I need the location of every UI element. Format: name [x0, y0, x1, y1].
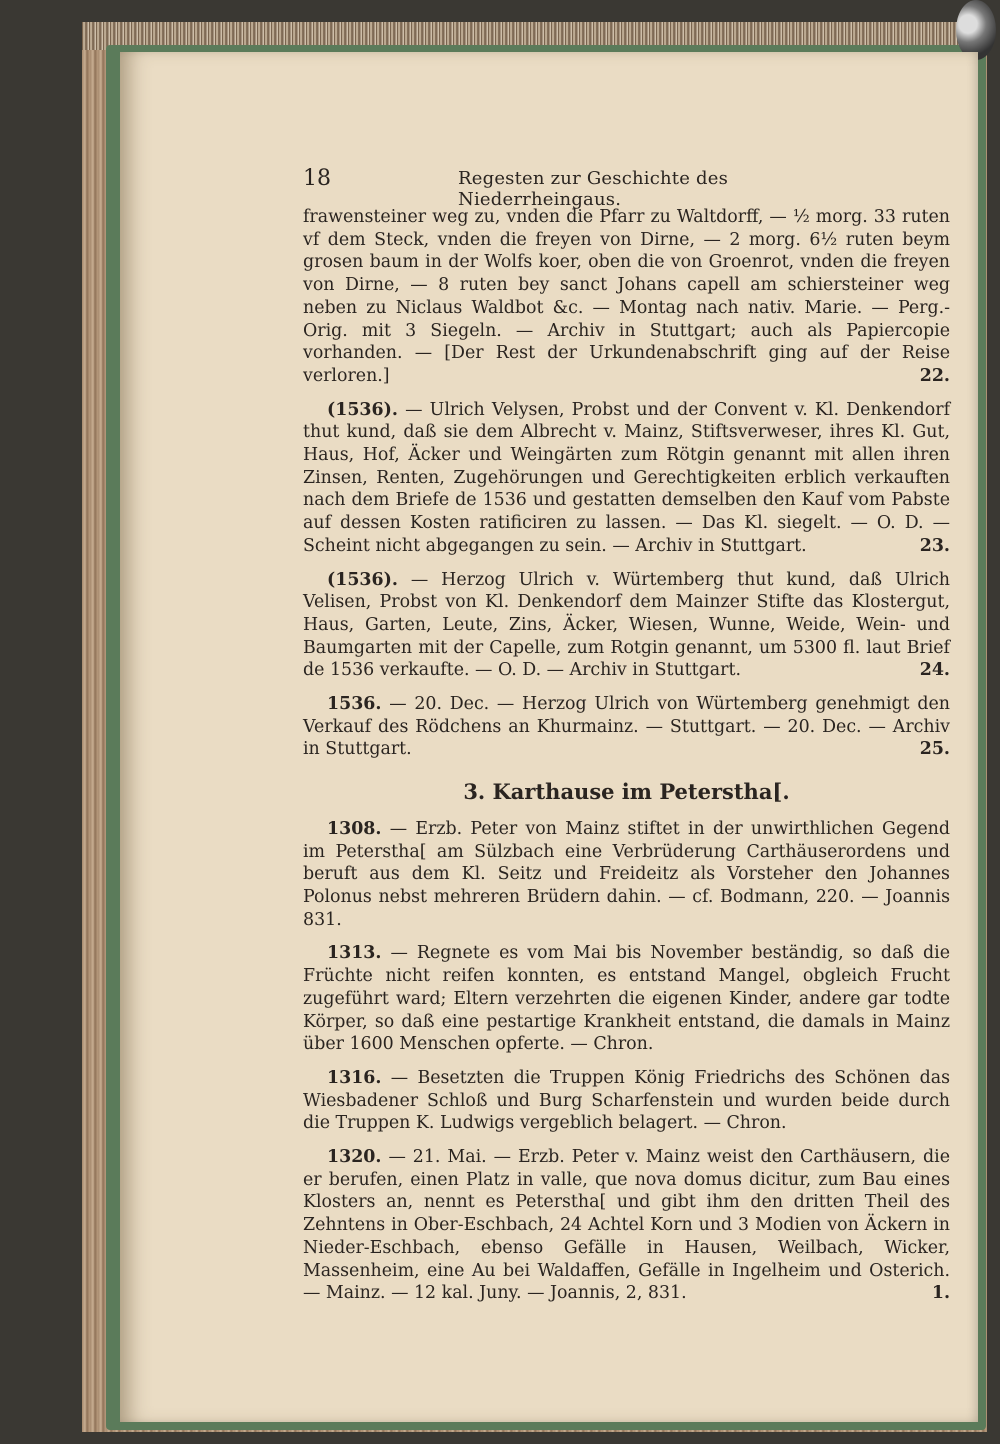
entry-text: — Regnete es vom Mai bis November beständig, so daß die Früchte nicht reifen konnten, es entstand Mangel, obgleich Frucht zugeführt ward; Eltern verzehrten die eigenen Kinder, andere gar todte Körper, so daß eine pestartige Krankheit entstand, die damals in Mainz über 1600 Menschen opferte. — Chron.	[303, 943, 951, 1055]
entry-text: — Erzb. Peter von Mainz stiftet in der unwirthlichen Gegend im Peterstha[ am Sülzbach eine Verbrüderung Carthäuserordens und beruft aus dem Kl. Seitz und Freideitz als Vorsteher den Johannes Polonus nebst mehreren Brüdern dahin. — cf. Bodmann, 220. — Joannis 831.	[303, 818, 951, 930]
entry-number: 25.	[919, 739, 950, 760]
entry-date: 1308.	[327, 818, 382, 839]
entry-number: 23.	[919, 535, 950, 556]
clasp-icon	[956, 0, 996, 60]
entry-date: (1536).	[327, 399, 398, 420]
entry-1313	[303, 942, 950, 1056]
entry-text: — Besetzten die Truppen König Friedrichs des Schönen das Wiesbadener Schloß und Burg Scharfenstein und wurden beide durch die Truppen K. Ludwigs vergeblich belagert. — Chron.	[303, 1067, 950, 1134]
running-title: Regesten zur Geschichte des Niederrheingaus.	[458, 168, 729, 210]
entry-text: frawensteiner weg zu, vnden die Pfarr zu Waltdorff, — ½ morg. 33 ruten vf dem Steck, vnden die freyen von Dirne, — 2 morg. 6½ ruten beym grosen baum in der Wolfs koer, oben die von Groenrot, vnden die freyen von Dirne, — 8 ruten bey sanct Johans capell am schiersteiner weg neben zu Niclaus Waldbot &c. — Montag nach nativ. Marie. — Perg.-Orig. mit 3 Siegeln. — Archiv in Stuttgart; auch als Papiercopie vorhanden. — [Der Rest der Urkundenabschrift ging auf der Reise verloren.]	[303, 207, 950, 386]
entry-number: 24.	[919, 660, 950, 681]
entry-number: 1.	[931, 1283, 950, 1304]
entry-text: — Ulrich Velysen, Probst und der Convent v. Kl. Denkendorf thut kund, daß sie dem Albrecht v. Mainz, Stiftsverweser, ihres Kl. Gut, Haus, Hof, Äcker und Weingärten zum Rötgin genannt mit allen ihren Zinsen, Renten, Zugehörungen und Gerechtigkeiten erblich verkauften nach dem Briefe de 1536 und gestatten demselben den Kauf vom Pabste auf dessen Kosten ratificiren zu lassen. — Das Kl. siegelt. — O. D. — Scheint nicht abgegangen zu sein. — Archiv in Stuttgart.	[303, 399, 951, 556]
entry-24	[303, 569, 950, 683]
section-heading: 3. Karthause im Peterstha[.	[463, 779, 790, 805]
entry-25	[303, 693, 950, 761]
entry-1316	[303, 1067, 950, 1135]
entry-text: — 20. Dec. — Herzog Ulrich von Würtemberg genehmigt den Verkauf des Rödchens an Khurmainz. — Stuttgart. — 20. Dec. — Archiv in Stuttgart.	[303, 694, 950, 760]
entry-date: (1536).	[327, 569, 398, 590]
page-body	[303, 206, 950, 1316]
entry-text: — Herzog Ulrich v. Würtemberg thut kund, daß Ulrich Velisen, Probst von Kl. Denkendorf dem Mainzer Stifte das Klostergut, Haus, Garten, Leute, Zins, Äcker, Wiesen, Wunne, Weide, Wein- und Baumgarten mit der Capelle, zum Rotgin genannt, um 5300 fl. laut Brief de 1536 verkaufte. — O. D. — Archiv in Stuttgart.	[303, 569, 950, 681]
entry-1308	[303, 818, 950, 932]
entry-date: 1313.	[327, 943, 382, 964]
entry-date: 1316.	[327, 1067, 382, 1088]
page-header	[303, 166, 823, 210]
entry-23	[303, 399, 950, 558]
entry-text: — 21. Mai. — Erzb. Peter v. Mainz weist den Carthäusern, die er berufen, einen Platz in valle, que nova domus dicitur, zum Bau eines Klosters an, nennt es Peterstha[ und gibt ihm den dritten Theil des Zehntens in Ober-Eschbach, 24 Achtel Korn und 3 Modien von Äckern in Nieder-Eschbach, ebenso Gefälle in Hausen, Weilbach, Wicker, Massenheim, eine Au bei Waldaffen, Gefälle in Ingelheim und Osterich. — Mainz. — 12 kal. Juny. — Joannis, 2, 831.	[303, 1147, 950, 1304]
entry-date: 1536.	[327, 694, 382, 715]
page-number: 18	[303, 166, 331, 191]
entry-number: 22.	[919, 365, 950, 386]
entry-date: 1320.	[327, 1147, 382, 1168]
entry-22	[303, 206, 950, 388]
entry-1320	[303, 1146, 950, 1305]
